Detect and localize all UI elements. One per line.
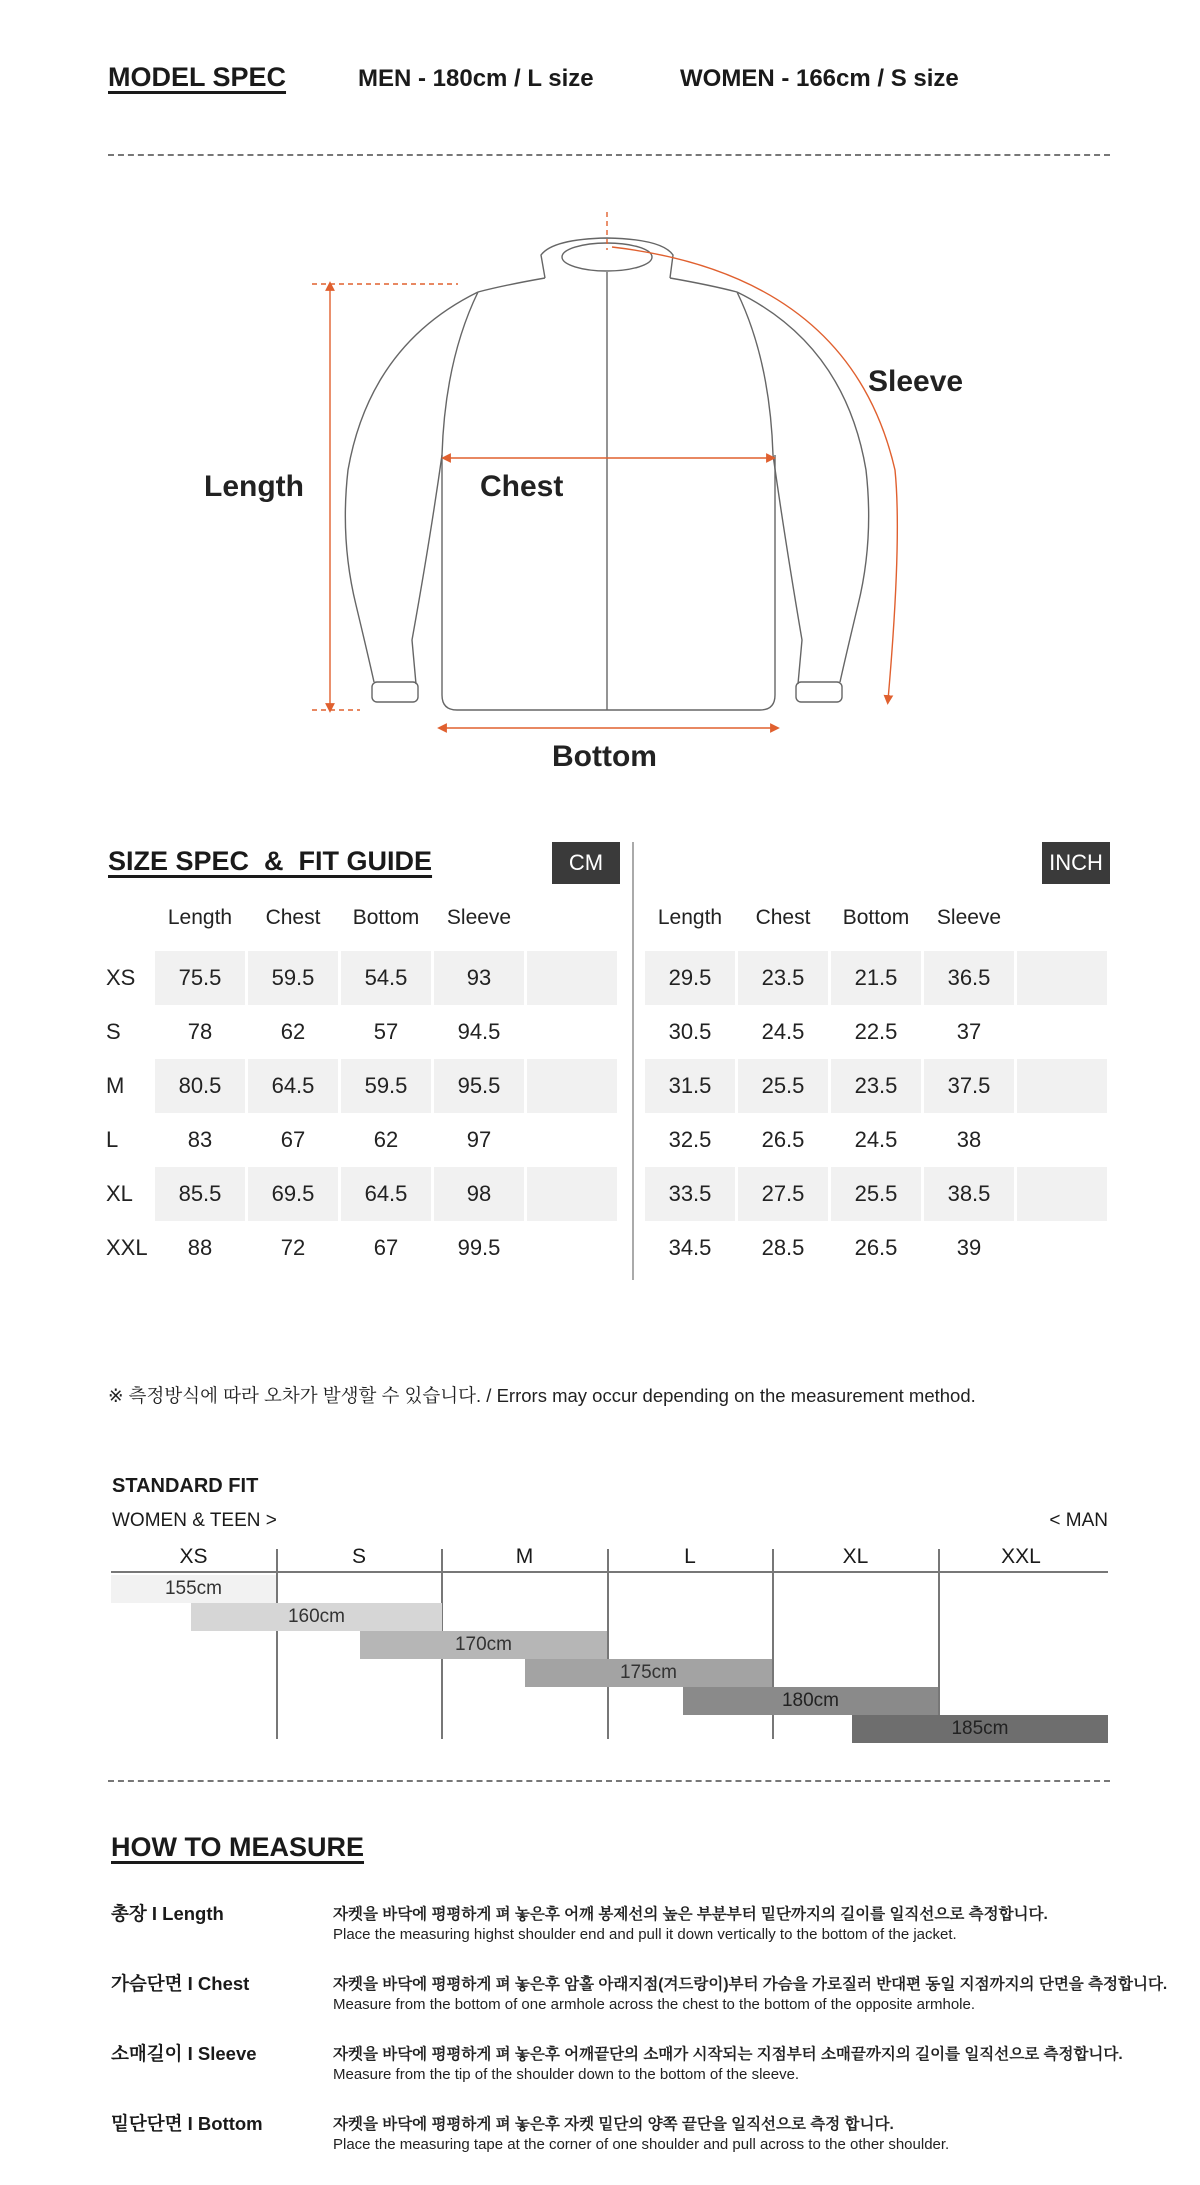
table-cell-cm: 54.5 [341, 951, 431, 1005]
table-cell-cm: 62 [373, 1127, 399, 1152]
fit-women-label: WOMEN & TEEN > [112, 1510, 277, 1531]
table-cell-cm: 69.5 [248, 1167, 338, 1221]
label-bottom: Bottom [552, 740, 657, 773]
standard-fit-title: STANDARD FIT [112, 1475, 259, 1497]
model-spec-title: MODEL SPEC [108, 62, 287, 92]
table-cell-cm: 80.5 [155, 1059, 245, 1113]
how-desc-en: Place the measuring highst shoulder end and pull it down vertically to the bottom of the jacket. [333, 1926, 957, 1943]
table-cell-inch: 37.5 [924, 1059, 1014, 1113]
fit-bar-160cm: 160cm [191, 1603, 442, 1631]
table-cell-inch: 34.5 [668, 1235, 712, 1260]
table-cell-inch: 32.5 [668, 1127, 712, 1152]
table-cell-inch: 31.5 [645, 1059, 735, 1113]
table-cell-cm: 83 [187, 1127, 213, 1152]
fit-size-xs: XS [179, 1545, 208, 1568]
table-cell-cm-empty [527, 1005, 617, 1059]
table-cell-inch: 21.5 [831, 951, 921, 1005]
table-cell-cm: 72 [280, 1235, 306, 1260]
how-desc-ko: 자켓을 바닥에 평평하게 펴 놓은후 어깨끝단의 소매가 시작되는 지점부터 소매끝까지의 길이를 일직선으로 측정합니다. [333, 2046, 1123, 2063]
fit-size-xl: XL [842, 1545, 869, 1568]
table-cell-cm-empty [527, 1113, 617, 1167]
how-key: 소매길이 I Sleeve [111, 2043, 257, 2064]
unit-cm-badge: CM [552, 842, 620, 884]
how-key: 밑단단면 I Bottom [111, 2113, 263, 2134]
divider-bottom [108, 1780, 1110, 1782]
table-cell-cm: 99.5 [457, 1235, 501, 1260]
table-cell-cm-empty [527, 1167, 617, 1221]
how-desc-en: Measure from the bottom of one armhole across the chest to the bottom of the opposite armhole. [333, 1996, 976, 2013]
table-cell-cm: 67 [373, 1235, 399, 1260]
table-cell-cm: 98 [434, 1167, 524, 1221]
table-cell-inch: 28.5 [761, 1235, 805, 1260]
measurement-note: ※ 측정방식에 따라 오차가 발생할 수 있습니다. / Errors may occur depending on the measurement method. [108, 1385, 976, 1406]
row-label-l: L [106, 1127, 119, 1152]
table-cell-inch: 25.5 [738, 1059, 828, 1113]
unit-inch-badge: INCH [1042, 842, 1110, 884]
how-desc-ko: 자켓을 바닥에 평평하게 펴 놓은후 어깨 봉제선의 높은 부분부터 밑단까지의 길이를 일직선으로 측정합니다. [333, 1906, 1048, 1923]
table-cell-inch-empty [1017, 1005, 1107, 1059]
table-cell-cm: 93 [434, 951, 524, 1005]
table-cell-cm-empty [527, 951, 617, 1005]
table-cell-inch-empty [1017, 951, 1107, 1005]
how-desc-ko: 자켓을 바닥에 평평하게 펴 놓은후 자켓 밑단의 양쪽 끝단을 일직선으로 측정 합니다. [333, 2116, 894, 2133]
table-cell-inch: 37 [956, 1019, 982, 1044]
how-to-measure-title: HOW TO MEASURE [111, 1832, 365, 1862]
table-cell-inch: 22.5 [854, 1019, 898, 1044]
how-desc-ko: 자켓을 바닥에 평평하게 펴 놓은후 암홀 아래지점(겨드랑이)부터 가슴을 가로질러 반대편 동일 지점까지의 단면을 측정합니다. [333, 1976, 1168, 1993]
how-key: 총장 I Length [111, 1903, 224, 1924]
measure-lines [312, 212, 897, 728]
table-cell-cm: 64.5 [341, 1167, 431, 1221]
table-cell-inch: 33.5 [645, 1167, 735, 1221]
row-label-m: M [106, 1073, 125, 1098]
table-cell-cm-empty [527, 1059, 617, 1113]
table-cell-inch: 24.5 [761, 1019, 805, 1044]
row-label-s: S [106, 1019, 121, 1044]
table-cell-cm: 67 [280, 1127, 306, 1152]
column-header-cm-bottom: Bottom [352, 906, 420, 929]
how-desc-en: Measure from the tip of the shoulder down to the bottom of the sleeve. [333, 2066, 800, 2083]
table-cell-inch: 30.5 [668, 1019, 712, 1044]
column-header-cm-chest: Chest [265, 906, 321, 929]
table-cell-cm: 64.5 [248, 1059, 338, 1113]
fit-bar-175cm: 175cm [525, 1659, 772, 1687]
jacket-diagram [0, 0, 1200, 800]
column-header-cm-length: Length [167, 906, 233, 929]
row-label-xs: XS [106, 965, 136, 990]
table-cell-cm: 78 [187, 1019, 213, 1044]
table-cell-inch: 25.5 [831, 1167, 921, 1221]
column-header-inch-sleeve: Sleeve [936, 906, 1002, 929]
table-cell-cm: 85.5 [155, 1167, 245, 1221]
fit-size-m: M [515, 1545, 534, 1568]
how-key: 가슴단면 I Chest [111, 1973, 250, 1994]
size-spec-title: SIZE SPEC & FIT GUIDE [108, 846, 433, 876]
table-cell-inch-empty [1017, 1059, 1107, 1113]
fit-size-s: S [351, 1545, 366, 1568]
row-label-xl: XL [106, 1181, 133, 1206]
column-header-cm-sleeve: Sleeve [446, 906, 512, 929]
column-header-inch-bottom: Bottom [842, 906, 910, 929]
table-cell-cm: 95.5 [434, 1059, 524, 1113]
label-chest: Chest [480, 470, 564, 503]
table-cell-inch: 24.5 [854, 1127, 898, 1152]
fit-axis-line [111, 1571, 1108, 1573]
model-spec-men: MEN - 180cm / L size [358, 65, 594, 92]
table-cell-cm: 94.5 [457, 1019, 501, 1044]
table-cell-cm: 57 [373, 1019, 399, 1044]
label-sleeve: Sleeve [868, 365, 964, 398]
fit-man-label: < MAN [1049, 1510, 1108, 1531]
label-length: Length [204, 470, 304, 503]
column-header-inch-length: Length [657, 906, 723, 929]
table-cell-inch: 26.5 [761, 1127, 805, 1152]
table-cell-inch-empty [1017, 1221, 1107, 1275]
table-cell-cm: 59.5 [248, 951, 338, 1005]
table-cell-inch: 27.5 [738, 1167, 828, 1221]
table-cell-cm-empty [527, 1221, 617, 1275]
table-cell-cm: 59.5 [341, 1059, 431, 1113]
table-cell-inch: 29.5 [645, 951, 735, 1005]
table-cell-inch: 38 [956, 1127, 982, 1152]
table-cell-cm: 97 [466, 1127, 492, 1152]
how-desc-en: Place the measuring tape at the corner of one shoulder and pull across to the other shoulder. [333, 2136, 950, 2153]
fit-bar-170cm: 170cm [360, 1631, 607, 1659]
column-header-inch-chest: Chest [755, 906, 811, 929]
fit-bar-185cm: 185cm [852, 1715, 1108, 1743]
table-cell-inch: 26.5 [854, 1235, 898, 1260]
fit-size-xxl: XXL [1001, 1545, 1041, 1568]
table-cell-inch-empty [1017, 1113, 1107, 1167]
model-spec-women: WOMEN - 166cm / S size [680, 65, 959, 92]
table-cell-inch: 23.5 [738, 951, 828, 1005]
table-cell-inch: 39 [956, 1235, 982, 1260]
table-cell-inch: 36.5 [924, 951, 1014, 1005]
table-cell-cm: 75.5 [155, 951, 245, 1005]
row-label-xxl: XXL [106, 1235, 148, 1260]
table-cell-inch-empty [1017, 1167, 1107, 1221]
fit-bar-155cm: 155cm [111, 1575, 276, 1603]
table-cell-inch: 38.5 [924, 1167, 1014, 1221]
fit-size-l: L [684, 1545, 696, 1568]
table-cell-cm: 88 [187, 1235, 213, 1260]
fit-bar-180cm: 180cm [683, 1687, 938, 1715]
table-cell-inch: 23.5 [831, 1059, 921, 1113]
table-cell-cm: 62 [280, 1019, 306, 1044]
table-separator [632, 842, 634, 1280]
